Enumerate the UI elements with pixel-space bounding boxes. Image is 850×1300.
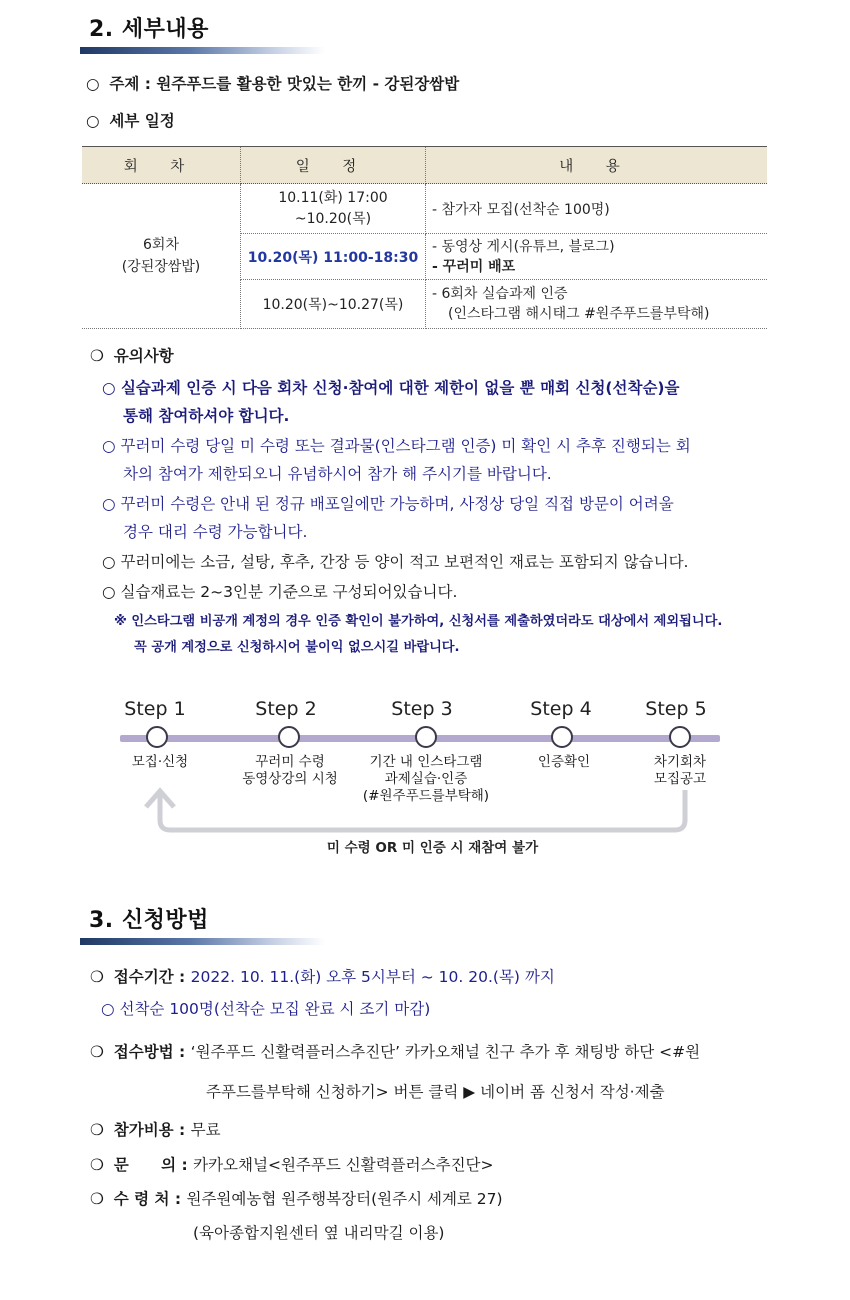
step-label: Step 4: [530, 698, 592, 720]
bullet-icon: ○: [86, 112, 100, 130]
step-marker: [415, 726, 437, 748]
schedule-label: 세부 일정: [109, 112, 175, 130]
pickup-line: [90, 1187, 503, 1209]
date-cell: 10.11(화) 17:00 ~10.20(목): [241, 184, 426, 234]
step-desc: 인증확인: [537, 754, 591, 770]
contact-value: 카카오채널<원주푸드 신활력플러스추진단>: [193, 1156, 494, 1174]
step-desc: 기간 내 인스타그램 과제실습·인증 (#원주푸드를부탁해): [362, 754, 490, 804]
table-header-row: [82, 147, 767, 184]
bullet-icon: ❍: [90, 1043, 104, 1061]
bullet-icon: ○: [102, 553, 116, 571]
bullet-icon: ❍: [90, 347, 104, 365]
content-line: - 6회차 실습과제 인증: [432, 286, 568, 302]
step-label: Step 2: [255, 698, 317, 720]
note-item: [102, 550, 689, 572]
step-label: Step 1: [124, 698, 186, 720]
notes-title: 유의사항: [113, 347, 174, 365]
content-cell: [426, 280, 768, 329]
content-line: - 동영상 게시(유튜브, 블로그): [432, 238, 615, 255]
fee-line: [90, 1118, 221, 1140]
round-cell: [82, 184, 241, 329]
bullet-icon: ❍: [90, 1190, 104, 1208]
note-item: [102, 434, 691, 456]
fee-value: 무료: [190, 1121, 221, 1139]
bullet-icon: ○: [102, 437, 116, 455]
topic-label: 주제 :: [109, 75, 157, 93]
content-cell: - 참가자 모집(선착순 100명): [426, 184, 768, 234]
note-text: 꾸러미에는 소금, 설탕, 후추, 간장 등 양이 적고 보편적인 재료는 포함되지 않습니다.: [120, 553, 689, 571]
notes-title-line: [90, 344, 174, 366]
contact-line: [90, 1153, 494, 1175]
note-item: [102, 492, 674, 514]
bullet-icon: ○: [101, 1000, 115, 1018]
note-item-cont: 통해 참여하셔야 합니다.: [123, 407, 290, 425]
section3-title: 3. 신청방법: [89, 908, 209, 933]
fee-label: 참가비용 :: [113, 1121, 191, 1139]
period-line: [90, 965, 555, 987]
method-line: [90, 1040, 700, 1062]
step-desc: 차기회차 모집공고: [653, 754, 707, 787]
round-name: 6회차: [143, 237, 179, 253]
pickup-value: 원주원예농협 원주행복장터(원주시 세계로 27): [186, 1190, 503, 1208]
pickup-sub: (육아종합지원센터 옆 내리막길 이용): [193, 1224, 445, 1242]
step-marker: [669, 726, 691, 748]
step-label: Step 5: [645, 698, 707, 720]
steps-diagram: [0, 690, 850, 860]
pickup-label: 수 령 처 :: [113, 1190, 187, 1208]
note-text: 실습과제 인증 시 다음 회차 신청·참여에 대한 제한이 없을 뿐 매회 신청(선착순)을: [120, 379, 680, 397]
content-line: (인스타그램 해시태그 #원주푸드를부탁해): [448, 306, 710, 322]
round-sub: (강된장쌈밥): [121, 259, 201, 275]
step-marker: [551, 726, 573, 748]
bullet-icon: ❍: [90, 1121, 104, 1139]
bullet-icon: ○: [86, 75, 100, 93]
schedule-table: [82, 146, 767, 329]
period-label: 접수기간 :: [113, 968, 191, 986]
bullet-icon: ○: [102, 583, 116, 601]
note-text: 실습재료는 2~3인분 기준으로 구성되어있습니다.: [120, 583, 458, 601]
period-sub-line: [101, 997, 430, 1019]
method-text: ‘원주푸드 신활력플러스추진단’ 카카오채널 친구 추가 후 채팅방 하단 <#원: [190, 1043, 701, 1061]
header-date: 일 정: [241, 147, 426, 184]
header-content: 내 용: [426, 147, 768, 184]
note-text: 꾸러미 수령은 안내 된 정규 배포일에만 가능하며, 사정상 당일 직접 방문이 어려울: [120, 495, 674, 513]
section3-title-bar: [80, 938, 325, 945]
section2-title: 2. 세부내용: [89, 17, 209, 42]
note-item-cont: 차의 참여가 제한되오니 유념하시어 참가 해 주시기를 바랍니다.: [123, 465, 552, 483]
contact-label: 문 의 :: [113, 1156, 194, 1174]
note-item: [102, 376, 680, 398]
step-desc: 모집·신청: [131, 754, 189, 770]
warning-line: ※ 인스타그램 비공개 계정의 경우 인증 확인이 불가하여, 신청서를 제출하였더라도 대상에서 제외됩니다.: [114, 614, 723, 629]
method-line-cont: 주푸드를부탁해 신청하기> 버튼 클릭 ▶ 네이버 폼 신청서 작성·제출: [206, 1083, 665, 1101]
bullet-icon: ❍: [90, 968, 104, 986]
section2-title-bar: [80, 47, 325, 54]
bullet-icon: ○: [102, 495, 116, 513]
schedule-label-line: [86, 109, 175, 131]
step-desc: 꾸러미 수령 동영상강의 시청: [242, 754, 338, 787]
topic-line: [86, 72, 459, 94]
header-round: 회 차: [82, 147, 241, 184]
note-text: 꾸러미 수령 당일 미 수령 또는 결과물(인스타그램 인증) 미 확인 시 추후 진행되는 회: [120, 437, 691, 455]
method-label: 접수방법 :: [113, 1043, 191, 1061]
step-marker: [278, 726, 300, 748]
topic-value: 원주푸드를 활용한 맛있는 한끼 - 강된장쌈밥: [156, 75, 460, 93]
bullet-icon: ❍: [90, 1156, 104, 1174]
step-marker: [146, 726, 168, 748]
note-item: [102, 580, 457, 602]
date-cell: 10.20(목)~10.27(목): [241, 280, 426, 329]
period-sub: 선착순 100명(선착순 모집 완료 시 조기 마감): [119, 1000, 431, 1018]
table-row: [82, 184, 767, 234]
period-value: 2022. 10. 11.(화) 오후 5시부터 ~ 10. 20.(목) 까지: [190, 968, 555, 986]
steps-note: 미 수령 OR 미 인증 시 재참여 불가: [326, 840, 539, 856]
warning-line: 꼭 공개 계정으로 신청하시어 불이익 없으시길 바랍니다.: [134, 640, 460, 655]
step-label: Step 3: [391, 698, 453, 720]
date-cell: 10.20(목) 11:00-18:30: [241, 234, 426, 280]
content-line: - 꾸러미 배포: [432, 258, 516, 275]
note-item-cont: 경우 대리 수령 가능합니다.: [123, 523, 308, 541]
content-cell: [426, 234, 768, 280]
bullet-icon: ○: [102, 379, 116, 397]
